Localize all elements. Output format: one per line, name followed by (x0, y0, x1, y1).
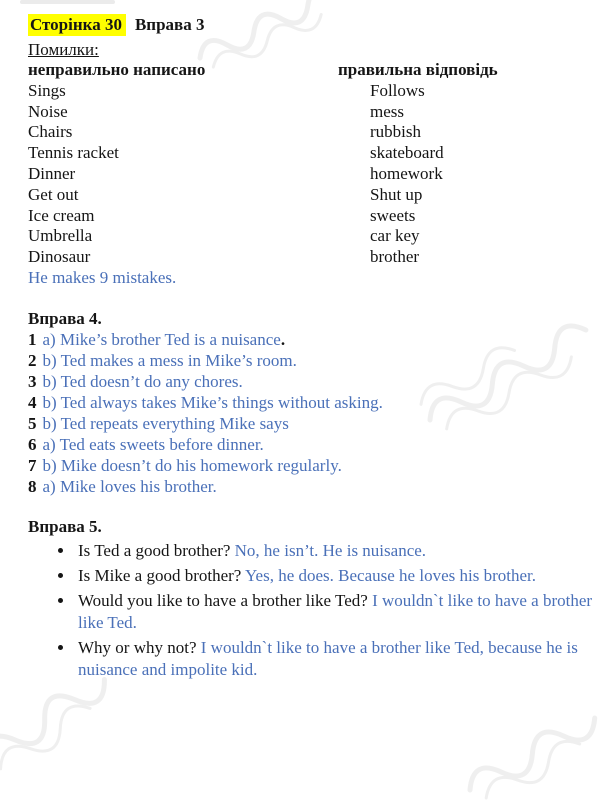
exercise4-title: Вправа 4. (28, 308, 102, 328)
answer-text: I wouldn`t like to have a brother like Ted. (78, 590, 593, 632)
item-answer: b) Ted repeats everything Mike says (42, 413, 289, 433)
mistakes-label: Помилки: (28, 40, 99, 59)
correct-word: brother (370, 247, 420, 267)
exercise4-item (28, 350, 603, 371)
correct-word: mess (370, 101, 404, 121)
exercise5-item (75, 565, 598, 587)
page-heading (28, 12, 603, 38)
wrong-word: Chairs (28, 122, 73, 142)
item-answer: b) Ted doesn’t do any chores. (42, 371, 243, 391)
column-header-wrong: неправильно написано (28, 60, 206, 79)
correct-word: Shut up (370, 184, 423, 204)
wrong-word: Get out (28, 184, 79, 204)
question-text: Would you like to have a brother like Ted? (78, 590, 368, 610)
wrong-word: Dinner (28, 163, 76, 183)
item-number: 7 (28, 455, 37, 475)
exercise4-item (28, 476, 603, 497)
item-answer: a) Mike loves his brother. (42, 476, 217, 496)
exercise4-item (28, 392, 603, 413)
exercise4-item (28, 455, 603, 476)
correct-word: homework (370, 163, 443, 183)
item-number: 5 (28, 413, 37, 433)
answer-text: No, he isn’t. He is nuisance. (234, 540, 427, 560)
wrong-word: Ice cream (28, 205, 95, 225)
exercise4-item (28, 329, 603, 350)
exercise4-item (28, 413, 603, 434)
exercise5-item (75, 590, 598, 634)
wrong-word: Dinosaur (28, 247, 91, 267)
mistakes-table (28, 60, 603, 268)
question-text: Is Mike a good brother? (78, 565, 242, 585)
wrong-word: Tennis racket (28, 143, 119, 163)
item-number: 6 (28, 434, 37, 454)
item-answer: b) Ted always takes Mike’s things without asking. (42, 392, 383, 412)
question-text: Why or why not? (78, 637, 197, 657)
item-answer: a) Mike’s brother Ted is a nuisance (42, 329, 281, 349)
item-period: . (280, 329, 286, 349)
exercise5-item (75, 637, 598, 681)
page-content (28, 12, 603, 684)
wrong-word: Noise (28, 101, 68, 121)
answer-text: I wouldn`t like to have a brother like Ted, because he is nuisance and impolite kid. (78, 637, 578, 679)
exercise5-list (28, 540, 603, 681)
answer-text: Yes, he does. Because he loves his brother. (244, 565, 536, 585)
wrong-word: Umbrella (28, 226, 93, 246)
correct-word: car key (370, 226, 420, 246)
item-answer: b) Mike doesn’t do his homework regularly. (42, 455, 342, 475)
item-answer: a) Ted eats sweets before dinner. (42, 434, 264, 454)
item-answer: b) Ted makes a mess in Mike’s room. (42, 350, 297, 370)
wrong-word: Sings (28, 80, 66, 100)
scan-artifact (20, 0, 115, 4)
item-number: 4 (28, 392, 37, 412)
exercise4-item (28, 371, 603, 392)
item-number: 8 (28, 476, 37, 496)
column-header-correct: правильна відповідь (338, 60, 498, 79)
exercise3-title: Вправа 3 (134, 15, 205, 34)
question-text: Is Ted a good brother? (78, 540, 231, 560)
correct-word: skateboard (370, 143, 444, 163)
item-number: 3 (28, 371, 37, 391)
correct-word: Follows (370, 80, 425, 100)
page-number-highlight: Сторінка 30 (28, 14, 126, 36)
item-number: 2 (28, 350, 37, 370)
correct-word: sweets (370, 205, 416, 225)
mistakes-summary: He makes 9 mistakes. (28, 267, 177, 287)
correct-word: rubbish (370, 122, 421, 142)
exercise4-item (28, 434, 603, 455)
exercise5-title: Вправа 5. (28, 516, 102, 536)
exercise5-item (75, 540, 598, 562)
item-number: 1 (28, 329, 37, 349)
